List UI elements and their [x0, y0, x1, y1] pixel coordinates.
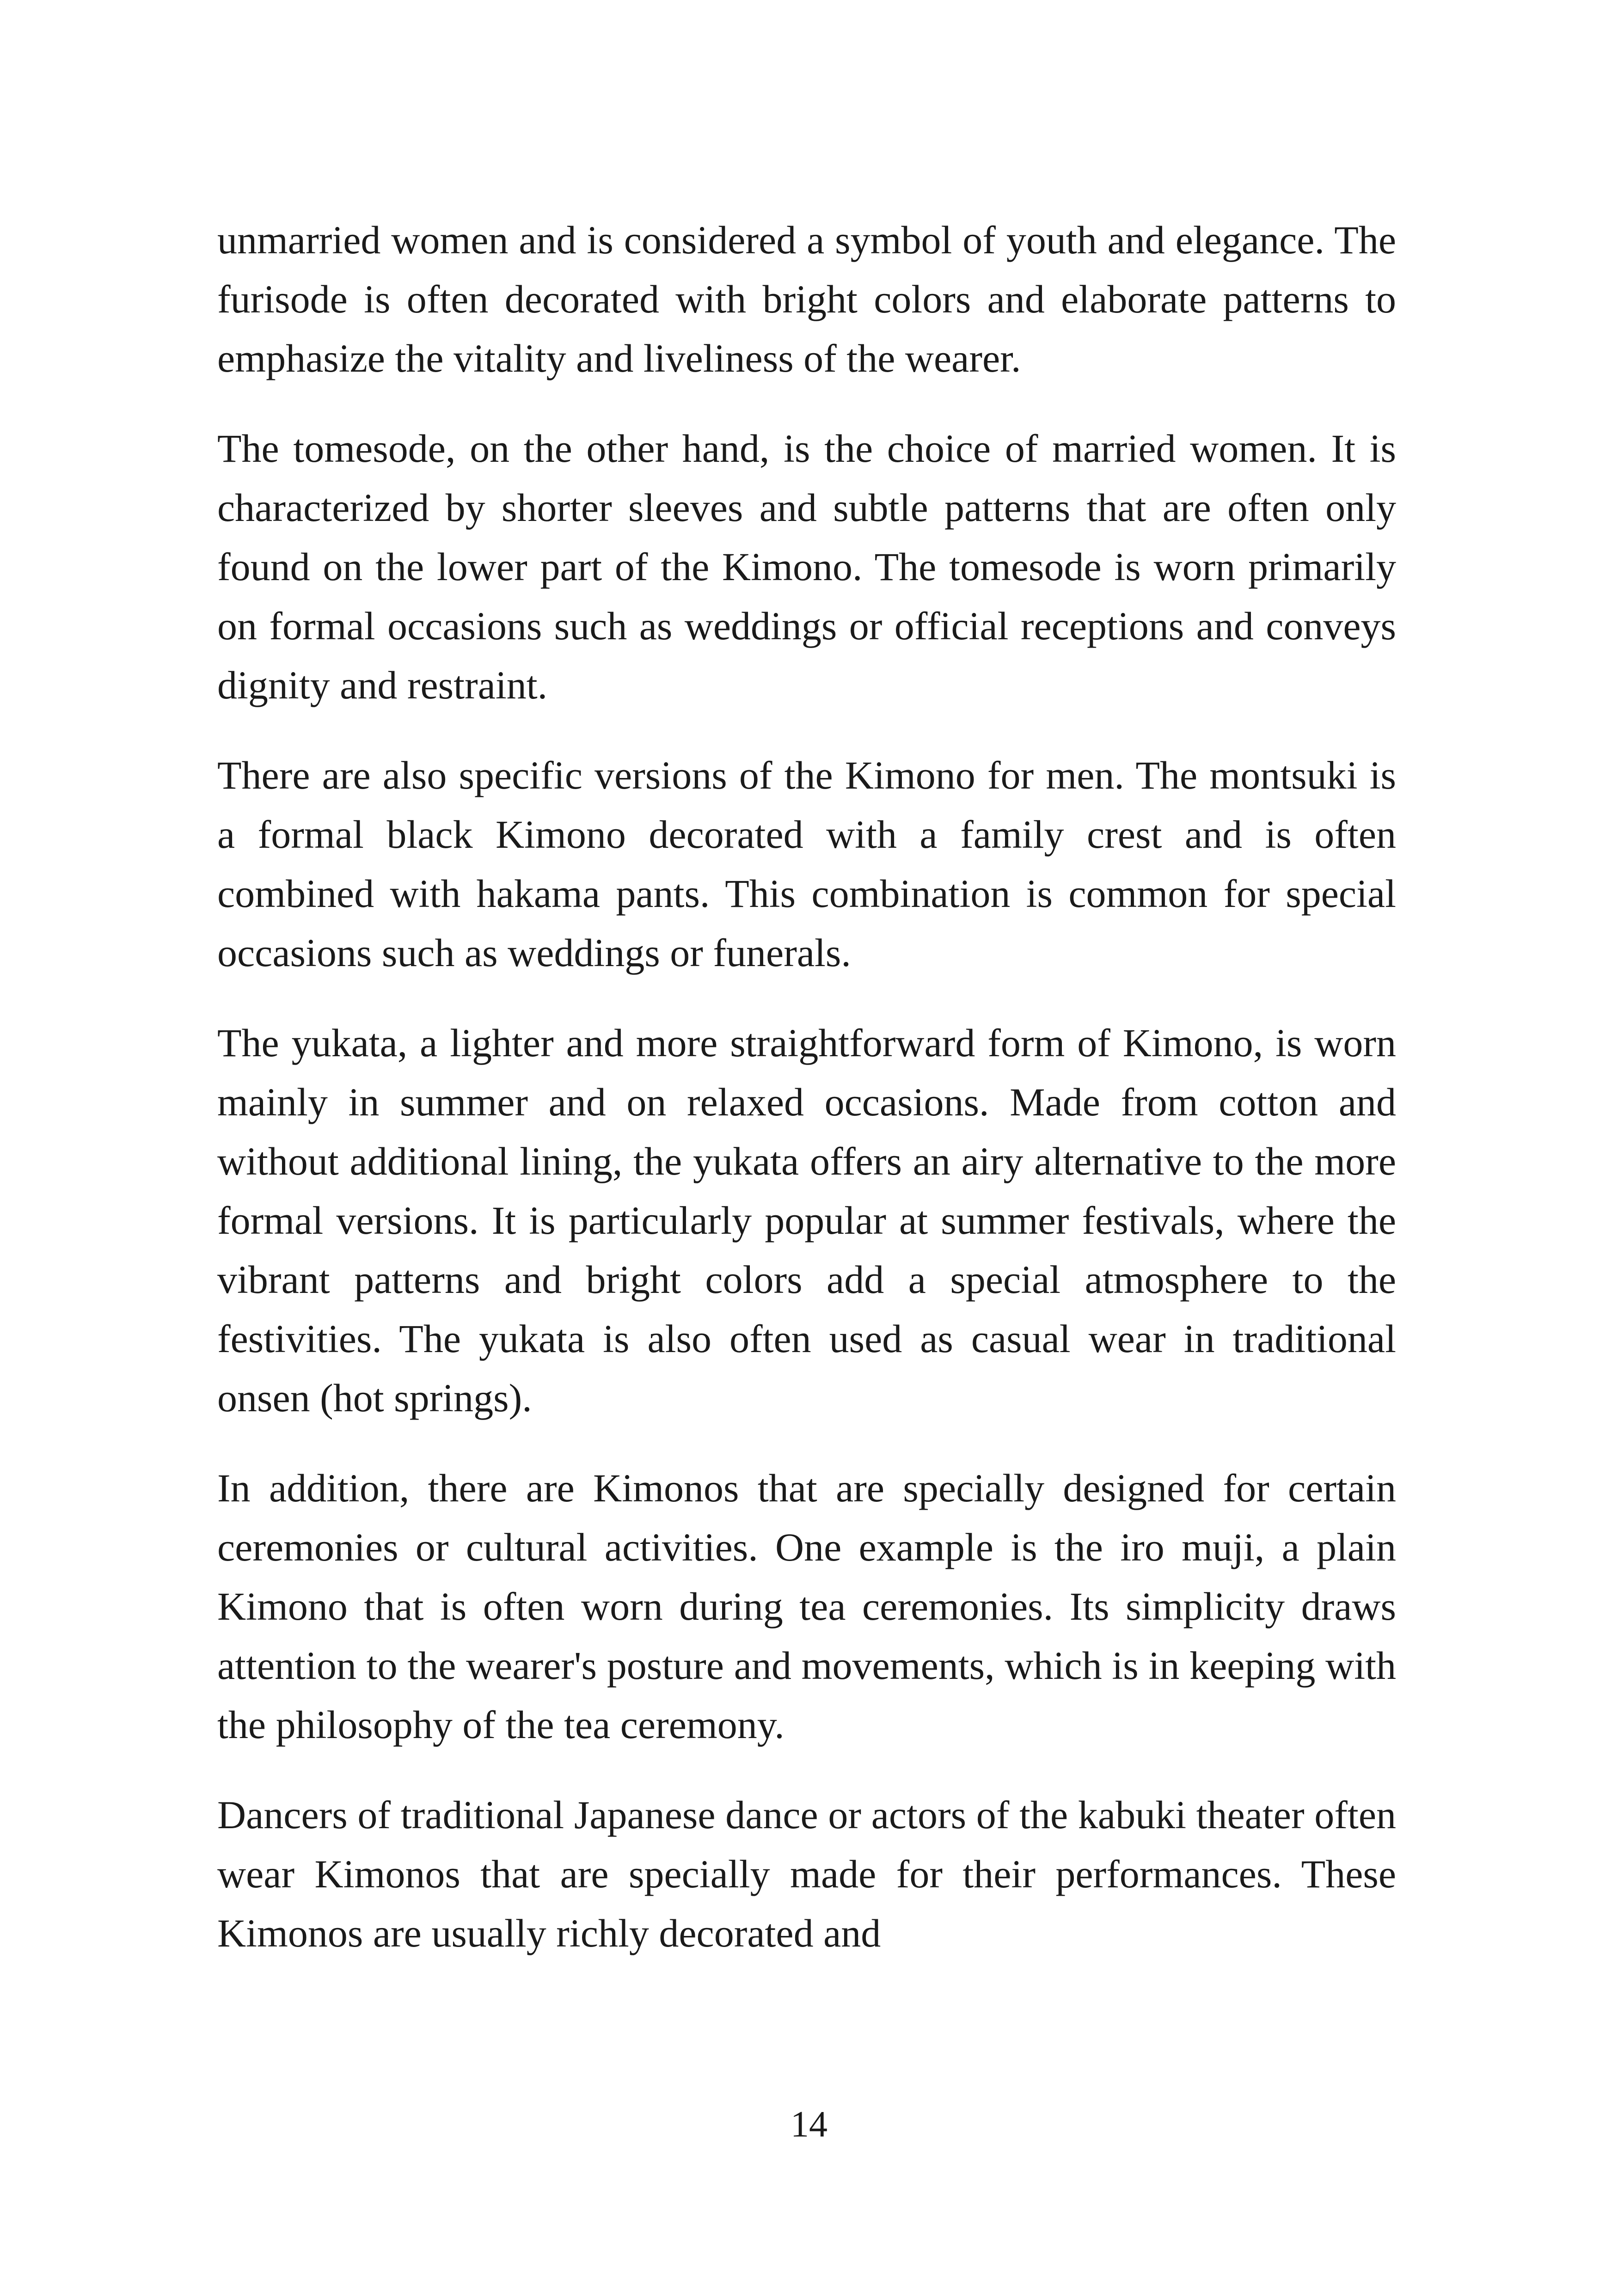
paragraph-yukata: The yukata, a lighter and more straightforward form of Kimono, is worn mainly in summer and on relaxed occasions. Made from cotton and without additional lining, the yukata offers an airy alternative to the more formal versions. It is particularly popular at summer festivals, where the vibrant patterns and bright colors add a special atmosphere to the festivities. The yukata is also often used as casual wear in traditional onsen (hot springs).	[217, 1021, 1396, 1420]
paragraph-kabuki: Dancers of traditional Japanese dance or actors of the kabuki theater often wear Kimonos that are specially made for their performances. These Kimonos are usually richly decorated and	[217, 1793, 1396, 1955]
paragraph-iro-muji: In addition, there are Kimonos that are specially designed for certain ceremonies or cultural activities. One example is the iro muji, a plain Kimono that is often worn during tea ceremonies. Its simplicity draws attention to the wearer's posture and movements, which is in keeping with the philosophy of the tea ceremony.	[217, 1466, 1396, 1747]
paragraph-furisode-continued: unmarried women and is considered a symbol of youth and elegance. The furisode is often decorated with bright colors and elaborate patterns to emphasize the vitality and liveliness of the wearer.	[217, 218, 1396, 380]
paragraph-tomesode: The tomesode, on the other hand, is the choice of married women. It is characterized by shorter sleeves and subtle patterns that are often only found on the lower part of the Kimono. The tomesode is worn primarily on formal occasions such as weddings or official receptions and conveys dignity and restraint.	[217, 426, 1396, 707]
body-text	[217, 210, 1396, 1994]
page-number: 14	[791, 2104, 827, 2145]
paragraph-montsuki: There are also specific versions of the Kimono for men. The montsuki is a formal black Kimono decorated with a family crest and is often combined with hakama pants. This combination is common for special occasions such as weddings or funerals.	[217, 753, 1396, 975]
